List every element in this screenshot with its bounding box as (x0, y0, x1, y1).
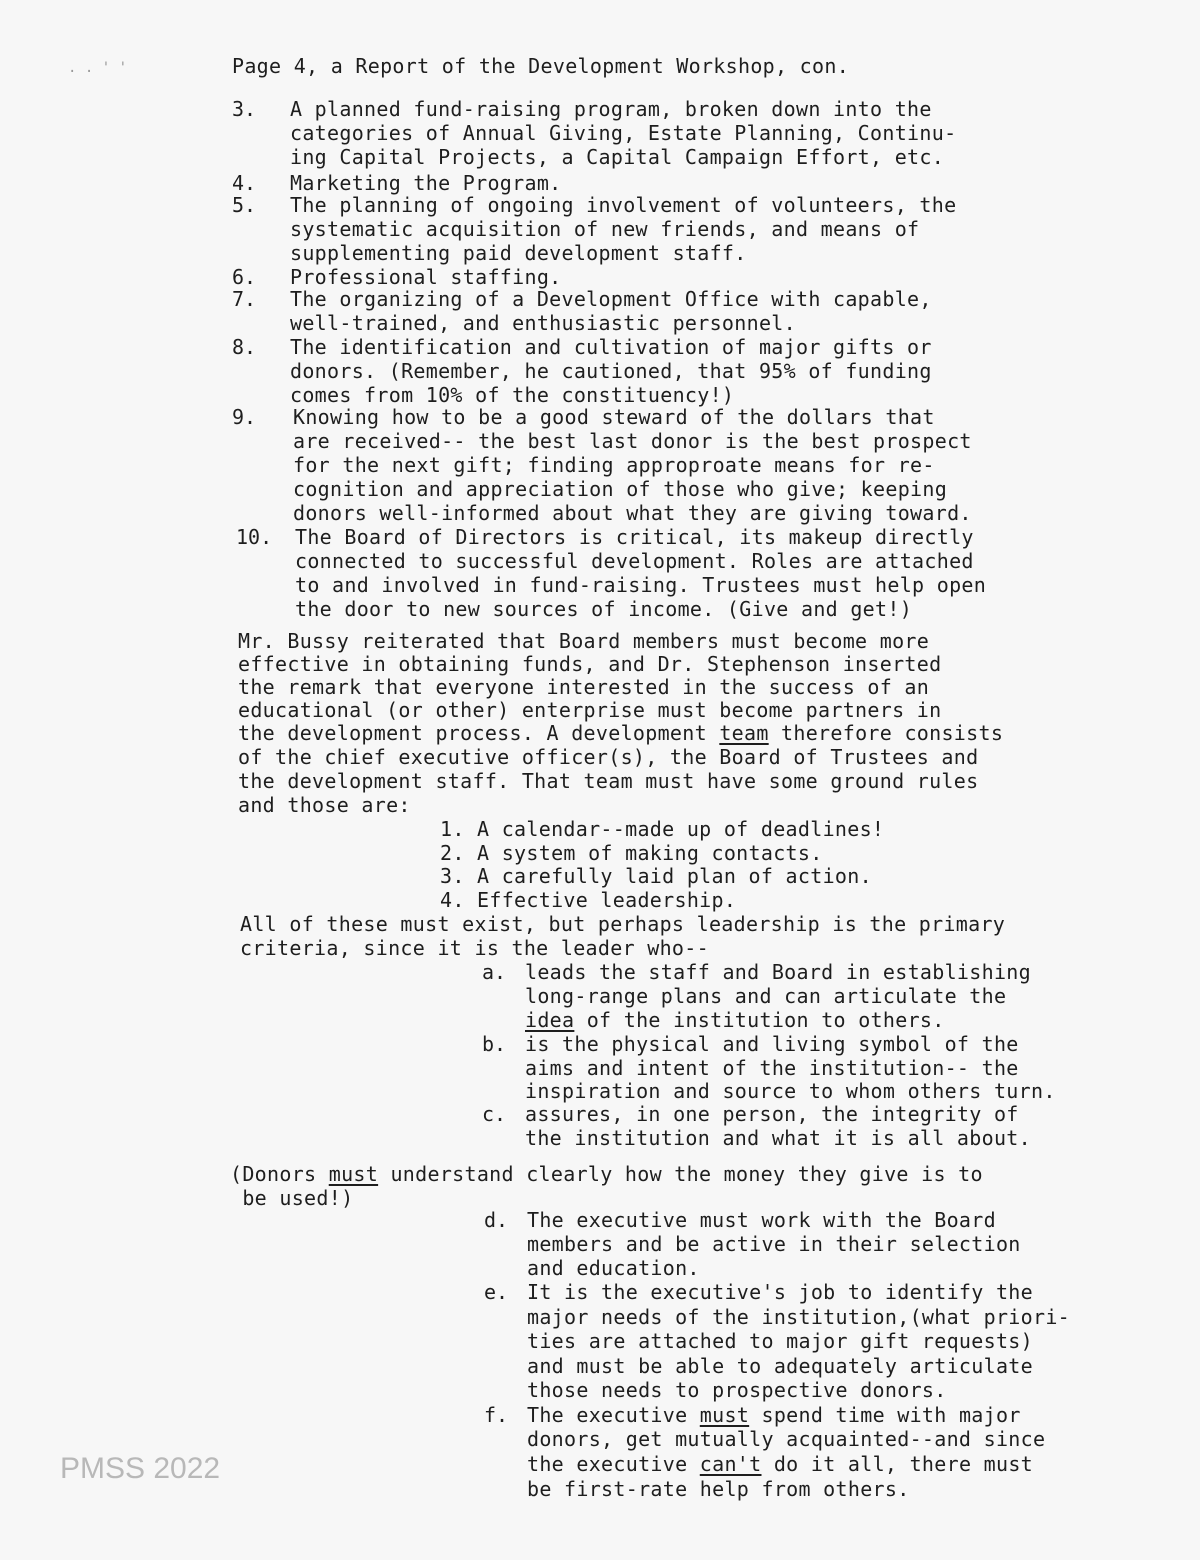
text-line: of the chief executive officer(s), the Board of Trustees and (238, 745, 979, 769)
underlined-must: must (699, 1403, 750, 1427)
underlined-team: team (719, 721, 769, 745)
text-line: is the physical and living symbol of the (525, 1032, 1019, 1056)
text-line: aims and intent of the institution-- the (525, 1056, 1019, 1080)
watermark: PMSS 2022 (60, 1452, 221, 1485)
ground-rule-item: 1. A calendar--made up of deadlines! (440, 817, 885, 841)
list-item-text: are received-- the best last donor is the best prospect (293, 429, 972, 453)
text-line: major needs of the institution,(what priori- (527, 1305, 1071, 1329)
text-segment: The executive (527, 1403, 700, 1427)
text-line: and those are: (238, 793, 411, 817)
text-line: Mr. Bussy reiterated that Board members must become more (238, 629, 930, 653)
list-number: 7. (232, 287, 257, 311)
list-item-text: Professional staffing. (290, 265, 562, 289)
list-number: 9. (232, 405, 257, 429)
text-line: effective in obtaining funds, and Dr. Stephenson inserted (238, 652, 942, 676)
list-item-text: A planned fund-raising program, broken down into the (290, 97, 932, 121)
text-segment: do it all, there must (761, 1452, 1034, 1476)
text-line (525, 1008, 945, 1032)
text-line: members and be active in their selection (527, 1232, 1021, 1256)
ground-rule-item: 3. A carefully laid plan of action. (440, 864, 872, 888)
text-line: and education. (527, 1256, 700, 1280)
ground-rule-item: 4. Effective leadership. (440, 888, 737, 912)
list-item-text: well-trained, and enthusiastic personnel. (290, 311, 796, 335)
list-item-text: Knowing how to be a good steward of the dollars that (293, 405, 935, 429)
text-line: ties are attached to major gift requests) (527, 1329, 1033, 1353)
list-number: 3. (232, 97, 257, 121)
list-number: 4. (232, 171, 257, 195)
list-number: 6. (232, 265, 257, 289)
scan-marks: . . ' ' (68, 60, 128, 76)
text-line: long-range plans and can articulate the (525, 984, 1007, 1008)
text-line: criteria, since it is the leader who-- (240, 936, 709, 960)
text-line: be used!) (230, 1186, 354, 1210)
list-item-text: The planning of ongoing involvement of volunteers, the (290, 193, 957, 217)
item-label-b: b. (482, 1032, 507, 1056)
list-item-text: donors well-informed about what they are giving toward. (293, 501, 972, 525)
underlined-idea: idea (525, 1008, 575, 1032)
text-line: All of these must exist, but perhaps leadership is the primary (240, 912, 1006, 936)
list-item-text: The identification and cultivation of major gifts or (290, 335, 932, 359)
text-segment: the executive (527, 1452, 700, 1476)
list-item-text: The organizing of a Development Office with capable, (290, 287, 932, 311)
text-line (238, 721, 1003, 745)
text-line: the remark that everyone interested in the success of an (238, 675, 930, 699)
item-label-e: e. (484, 1280, 509, 1304)
list-item-text: categories of Annual Giving, Estate Planning, Continu- (290, 121, 957, 145)
text-line: leads the staff and Board in establishing (525, 960, 1031, 984)
text-segment: therefore consists (768, 721, 1004, 745)
text-line: the development staff. That team must have some ground rules (238, 769, 979, 793)
list-item-text: The Board of Directors is critical, its makeup directly (295, 525, 974, 549)
list-item-text: supplementing paid development staff. (290, 241, 747, 265)
list-number: 5. (232, 193, 257, 217)
item-label-d: d. (484, 1208, 509, 1232)
item-label-f: f. (484, 1403, 509, 1427)
text-segment: of the institution to others. (574, 1008, 945, 1032)
list-number: 10. (236, 525, 273, 549)
text-line: the institution and what it is all about. (525, 1126, 1031, 1150)
text-line (527, 1403, 1021, 1427)
underlined-cant: can't (699, 1452, 762, 1476)
text-line (527, 1452, 1033, 1476)
page-header: Page 4, a Report of the Development Workshop, con. (232, 54, 850, 78)
text-line: The executive must work with the Board (527, 1208, 996, 1232)
list-item-text: Marketing the Program. (290, 171, 562, 195)
item-label-a: a. (482, 960, 507, 984)
text-line: be first-rate help from others. (527, 1477, 910, 1501)
text-segment: the development process. A development (238, 721, 720, 745)
list-number: 8. (232, 335, 257, 359)
text-line: and must be able to adequately articulate (527, 1354, 1033, 1378)
text-segment: (Donors (230, 1162, 329, 1186)
list-item-text: for the next gift; finding approproate means for re- (293, 453, 935, 477)
underlined-must: must (328, 1162, 379, 1186)
list-item-text: donors. (Remember, he cautioned, that 95% of funding (290, 359, 932, 383)
list-item-text: cognition and appreciation of those who give; keeping (293, 477, 948, 501)
item-label-c: c. (482, 1102, 507, 1126)
list-item-text: the door to new sources of income. (Give and get!) (295, 597, 913, 621)
ground-rule-item: 2. A system of making contacts. (440, 841, 823, 865)
text-line: those needs to prospective donors. (527, 1378, 947, 1402)
text-segment: spend time with major (749, 1403, 1021, 1427)
list-item-text: connected to successful development. Roles are attached (295, 549, 974, 573)
list-item-text: systematic acquisition of new friends, and means of (290, 217, 920, 241)
text-line (230, 1162, 983, 1186)
text-line: It is the executive's job to identify the (527, 1280, 1033, 1304)
text-line: assures, in one person, the integrity of (525, 1102, 1019, 1126)
list-item-text: comes from 10% of the constituency!) (290, 383, 735, 407)
text-segment: understand clearly how the money they give is to (378, 1162, 983, 1186)
list-item-text: to and involved in fund-raising. Trustees must help open (295, 573, 987, 597)
text-line: educational (or other) enterprise must become partners in (238, 698, 942, 722)
text-line: inspiration and source to whom others turn. (525, 1079, 1056, 1103)
list-item-text: ing Capital Projects, a Capital Campaign Effort, etc. (290, 145, 945, 169)
text-line: donors, get mutually acquainted--and since (527, 1427, 1046, 1451)
